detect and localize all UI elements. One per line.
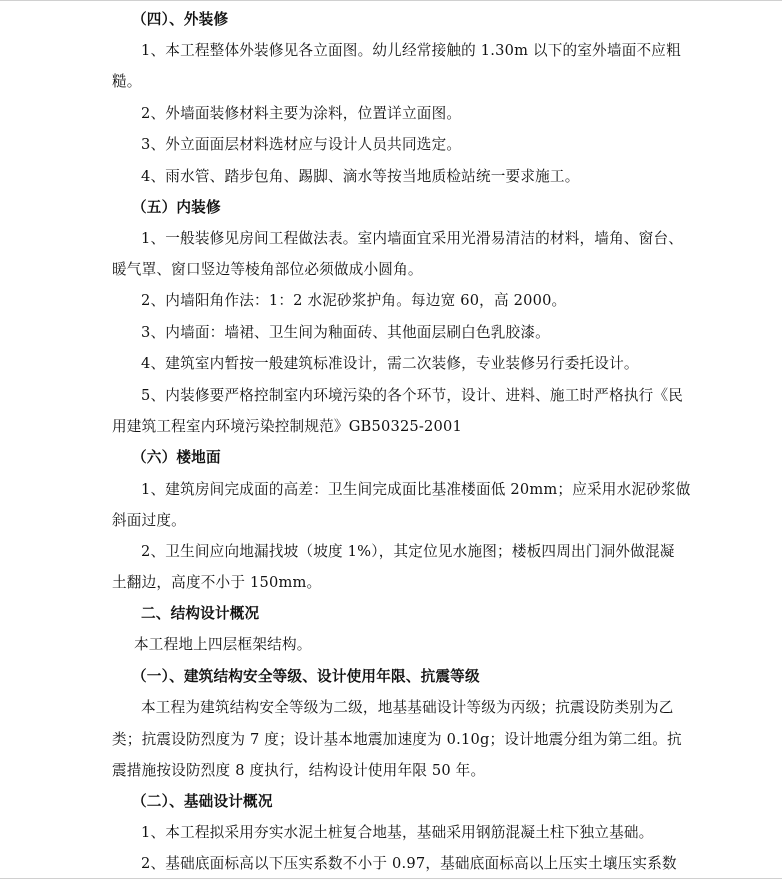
paragraph-line: 土翻边，高度不小于 150mm。 (112, 574, 322, 591)
paragraph-line: 1、建筑房间完成面的高差：卫生间完成面比基准楼面低 20mm；应采用水泥砂浆做 (141, 481, 691, 498)
paragraph-line: 震措施按设防烈度 8 度执行，结构设计使用年限 50 年。 (112, 762, 486, 779)
paragraph-line: 2、基础底面标高以下压实系数不小于 0.97，基础底面标高以上压实土壤压实系数 (141, 855, 677, 872)
paragraph-line: 3、外立面面层材料选材应与设计人员共同选定。 (141, 136, 462, 153)
heading-exterior-finish: （四）、外装修 (132, 11, 229, 28)
heading-structure-overview: 二、结构设计概况 (141, 605, 260, 622)
heading-foundation: （二）、基础设计概况 (132, 793, 273, 810)
page-top-border (0, 0, 782, 1)
heading-safety-grade: （一）、建筑结构安全等级、设计使用年限、抗震等级 (132, 668, 480, 685)
paragraph-line: 5、内装修要严格控制室内环境污染的各个环节，设计、进料、施工时严格执行《民 (141, 387, 684, 404)
paragraph-line: 4、建筑室内暂按一般建筑标准设计，需二次装修，专业装修另行委托设计。 (141, 355, 639, 372)
paragraph-line: 本工程为建筑结构安全等级为二级，地基基础设计等级为丙级；抗震设防类别为乙 (141, 699, 674, 716)
heading-floor: （六）楼地面 (132, 449, 221, 466)
paragraph-line: 斜面过度。 (112, 512, 186, 529)
paragraph-line: 2、内墙阳角作法：1：2 水泥砂浆护角。每边宽 60，高 2000。 (141, 292, 567, 309)
paragraph-line: 1、本工程拟采用夯实水泥土桩复合地基，基础采用钢筋混凝土柱下独立基础。 (141, 824, 654, 841)
paragraph-line: 用建筑工程室内环境污染控制规范》GB50325-2001 (112, 418, 462, 435)
paragraph-line: 4、雨水管、踏步包角、踢脚、滴水等按当地质检站统一要求施工。 (141, 168, 580, 185)
paragraph-line: 糙。 (112, 73, 142, 90)
paragraph-line: 2、卫生间应向地漏找坡（坡度 1%），其定位见水施图；楼板四周出门洞外做混凝 (141, 543, 675, 560)
paragraph-line: 1、本工程整体外装修见各立面图。幼儿经常接触的 1.30m 以下的室外墙面不应粗 (141, 42, 681, 59)
paragraph-line: 1、一般装修见房间工程做法表。室内墙面宜采用光滑易清洁的材料，墙角、窗台、 (141, 230, 684, 247)
paragraph-line: 2、外墙面装修材料主要为涂料，位置详立面图。 (141, 105, 462, 122)
paragraph-line: 本工程地上四层框架结构。 (134, 636, 312, 653)
heading-interior-finish: （五）内装修 (132, 199, 221, 216)
paragraph-line: 类；抗震设防烈度为 7 度；设计基本地震加速度为 0.10g；设计地震分组为第二组。抗 (112, 731, 682, 748)
paragraph-line: 暖气罩、窗口竖边等棱角部位必须做成小圆角。 (112, 261, 423, 278)
paragraph-line: 3、内墙面：墙裙、卫生间为釉面砖、其他面层刷白色乳胶漆。 (141, 324, 550, 341)
